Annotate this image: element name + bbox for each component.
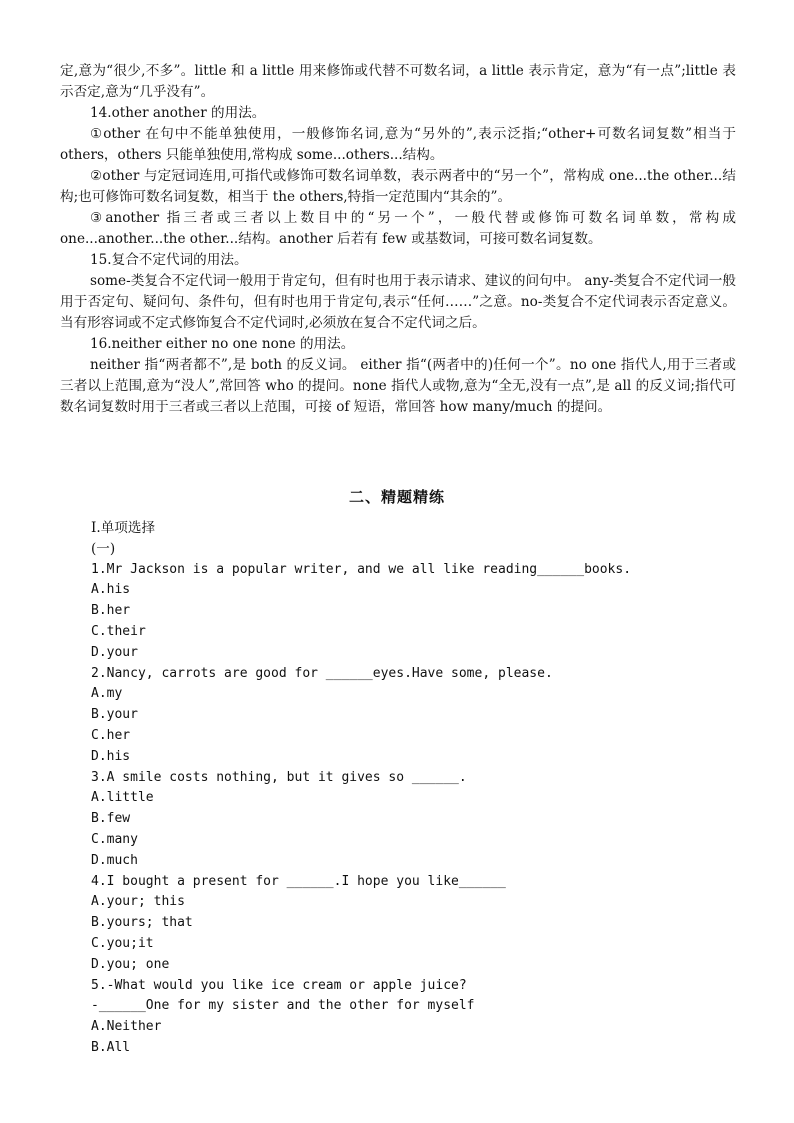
- option-d: D.your: [91, 644, 138, 660]
- option-a: A.his: [91, 582, 131, 598]
- question-stem: 1.Mr Jackson is a popular writer, and we all like reading______books.: [91, 561, 632, 577]
- heading-other-another: 14.other another 的用法。: [90, 105, 266, 121]
- grammar-notes: [60, 61, 736, 418]
- option-b: B.All: [91, 1039, 131, 1055]
- exercise-heading: I.单项选择: [91, 520, 156, 536]
- paragraph-neither-either: neither 指“两者都不”,是 both 的反义词。 either 指“(两者中的)任何一个”。no one 指代人,用于三者或三者以上范围,意为“没人”,常回答 who 的提问。none 指代人或物,意为“全无,没有一点”,是 all 的反义词;指代可数名词复数时用于三者或三者以上范围，可接 of 短语，常回答 how many/much 的提问。: [60, 357, 736, 415]
- option-d: D.his: [91, 748, 131, 764]
- paragraph-little-continued: 定,意为“很少,不多”。little 和 a little 用来修饰或代替不可数名词，a little 表示肯定，意为“有一点”;little 表示否定,意为“几乎没有”。: [60, 63, 736, 100]
- paragraph-another: ③another 指三者或三者以上数目中的“另一个”，一般代替或修饰可数名词单数，常构成 one...another...the other...结构。another 后若有 few 或基数词，可接可数名词复数。: [60, 210, 736, 247]
- question-response: -______One for my sister and the other for myself: [91, 998, 475, 1014]
- option-b: B.her: [91, 603, 131, 619]
- paragraph-compound-pronouns: some-类复合不定代词一般用于肯定句，但有时也用于表示请求、建议的问句中。 any-类复合不定代词一般用于否定句、疑问句、条件句，但有时也用于肯定句,表示“任何……”之意。no-类复合不定代词表示否定意义。当有形容词或不定式修饰复合不定代词时,必须放在复合不定代词之后。: [60, 273, 736, 331]
- option-a: A.my: [91, 686, 123, 702]
- question-stem: 4.I bought a present for ______.I hope you like______: [91, 873, 506, 889]
- option-a: A.little: [91, 790, 154, 806]
- option-c: C.many: [91, 831, 138, 847]
- heading-neither-either: 16.neither either no one none 的用法。: [90, 336, 355, 352]
- option-c: C.you;it: [91, 935, 154, 951]
- heading-compound-pronouns: 15.复合不定代词的用法。: [90, 252, 248, 268]
- option-b: B.yours; that: [91, 915, 193, 931]
- option-b: B.few: [91, 811, 131, 827]
- option-d: D.you; one: [91, 956, 170, 972]
- exercise-section: [91, 518, 751, 1059]
- question-stem: 2.Nancy, carrots are good for ______eyes.Have some, please.: [91, 665, 553, 681]
- option-a: A.your; this: [91, 894, 185, 910]
- option-c: C.their: [91, 623, 146, 639]
- group-label: (一): [91, 540, 116, 557]
- option-a: A.Neither: [91, 1019, 162, 1035]
- paragraph-other-1: ①other 在句中不能单独使用，一般修饰名词,意为“另外的”,表示泛指;“other+可数名词复数”相当于 others，others 只能单独使用,常构成 some...others...结构。: [60, 126, 736, 163]
- question-stem: 5.-What would you like ice cream or apple juice?: [91, 977, 467, 993]
- section-title: 二、精题精练: [348, 488, 445, 506]
- paragraph-other-2: ②other 与定冠词连用,可指代或修饰可数名词单数，表示两者中的“另一个”，常构成 one...the other...结构;也可修饰可数名词复数，相当于 the others,特指一定范围内“其余的”。: [60, 168, 736, 205]
- option-b: B.your: [91, 707, 138, 723]
- question-stem: 3.A smile costs nothing, but it gives so ______.: [91, 769, 467, 785]
- option-d: D.much: [91, 852, 138, 868]
- option-c: C.her: [91, 727, 131, 743]
